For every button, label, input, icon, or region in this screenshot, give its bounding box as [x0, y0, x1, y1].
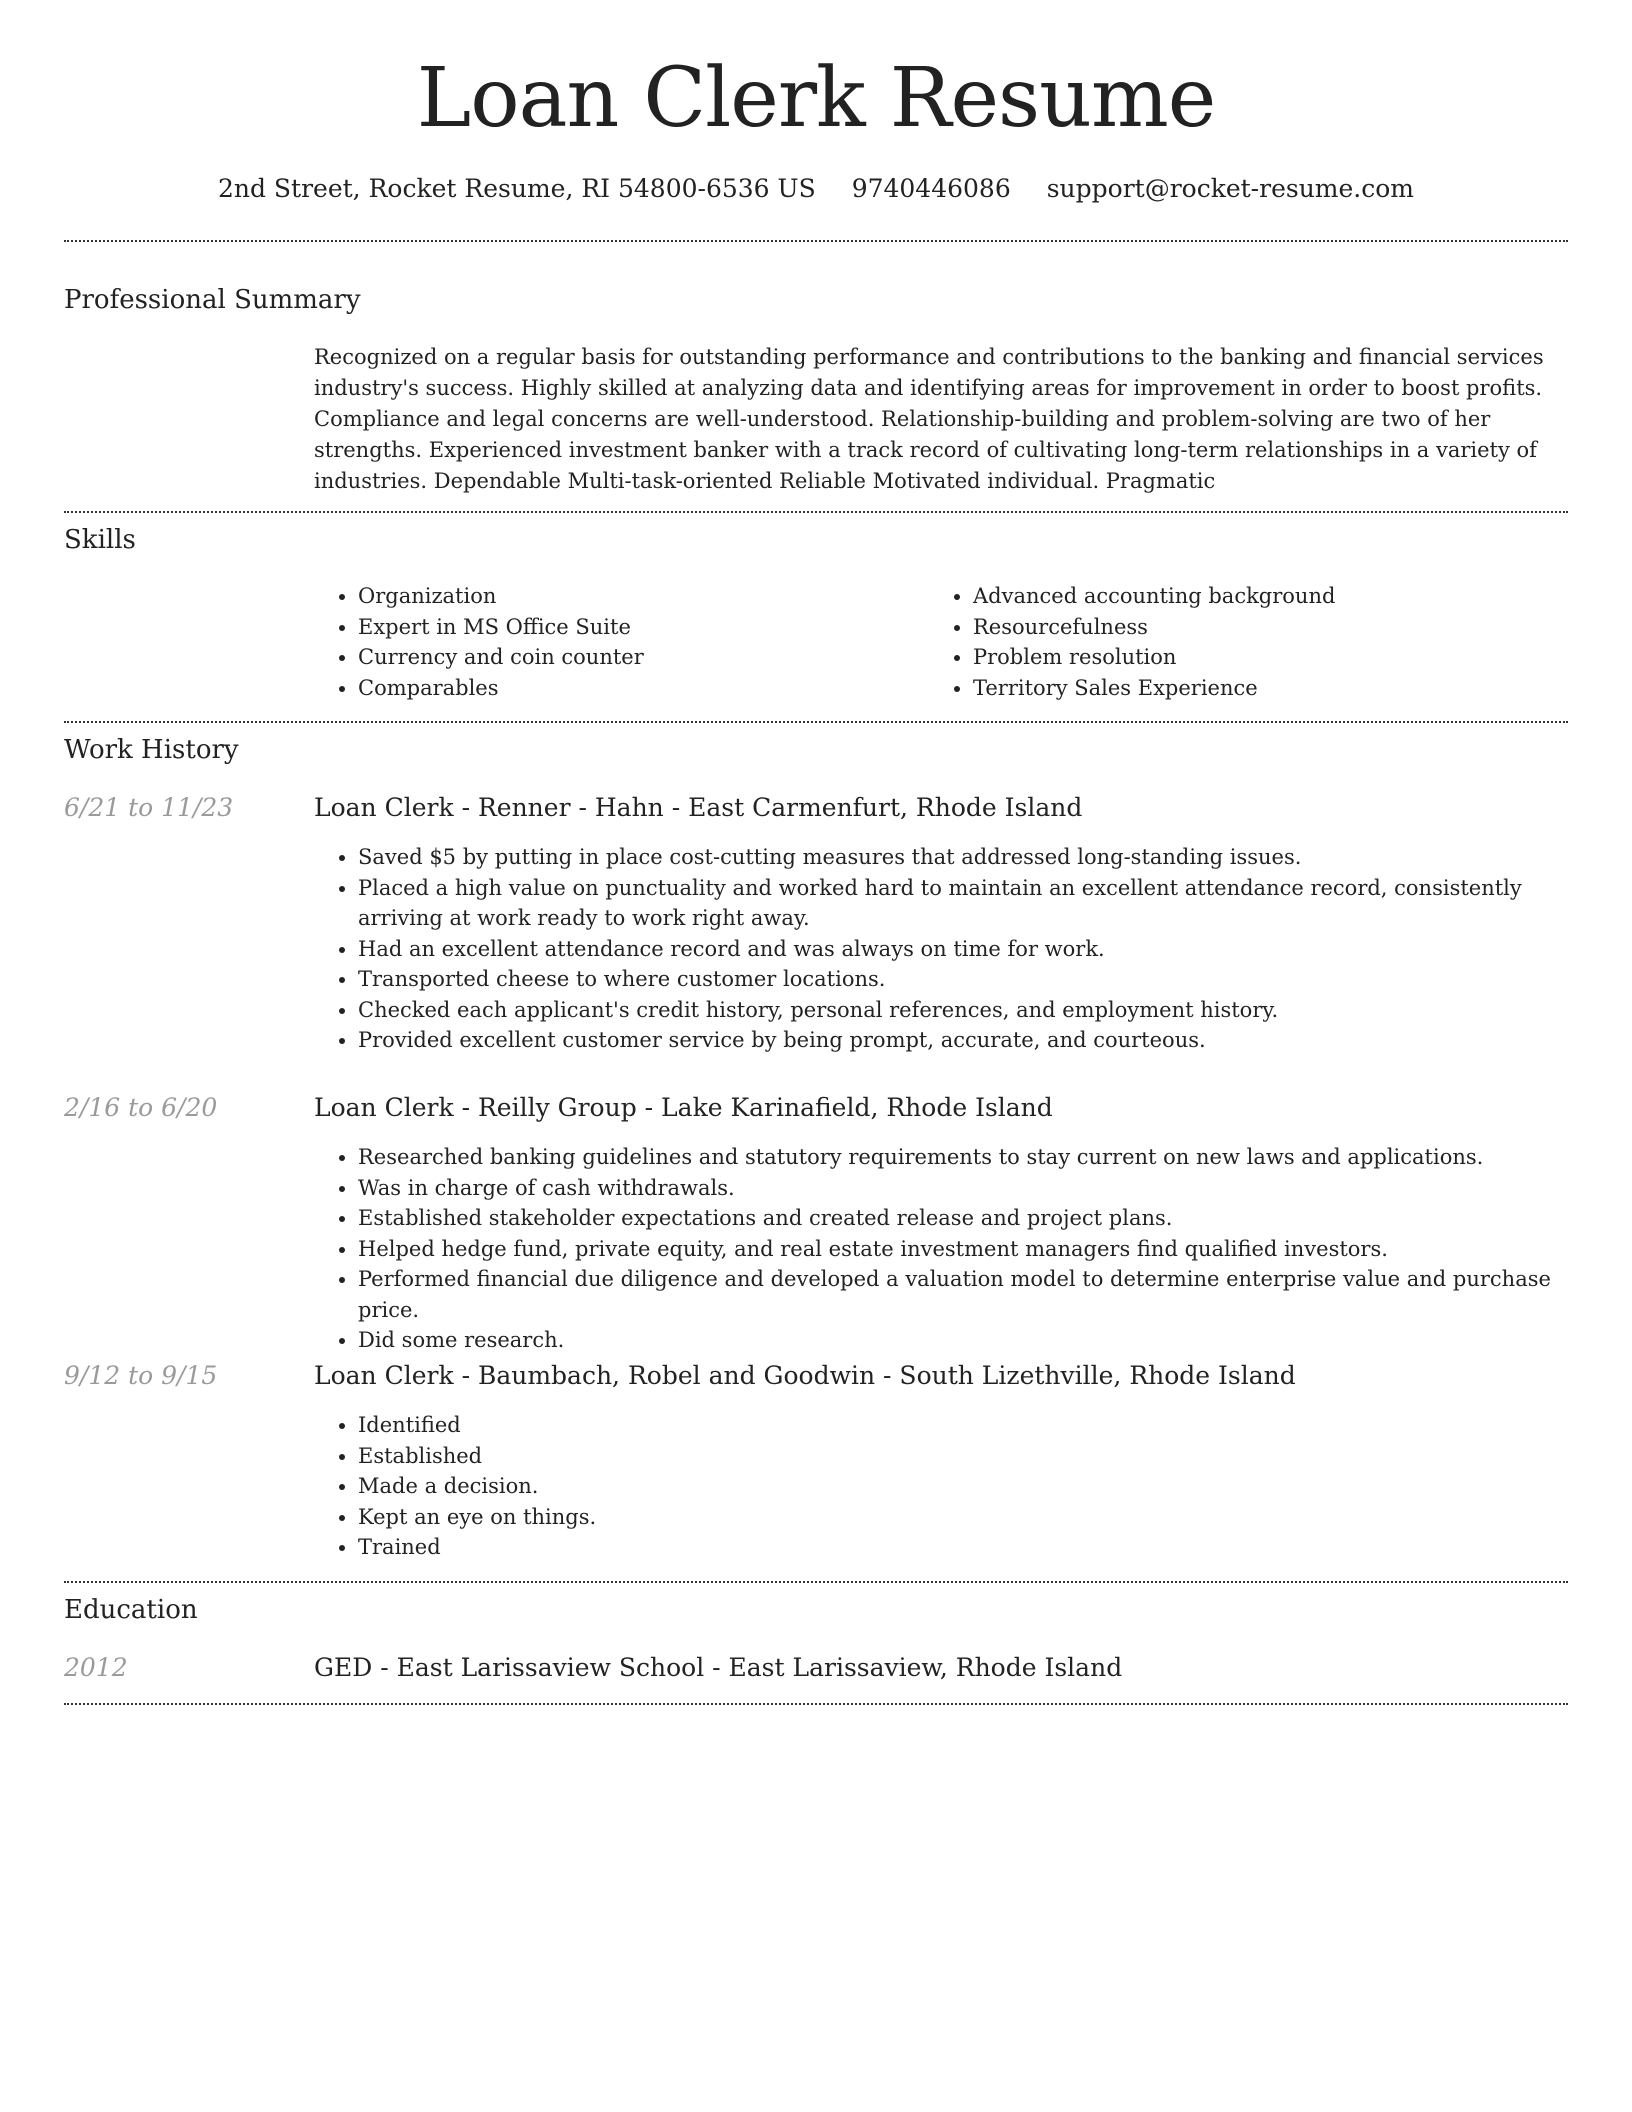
skills-list-right [929, 581, 1529, 703]
skill-item: • Territory Sales Experience [973, 673, 1529, 704]
education-heading: Education [64, 1595, 198, 1625]
job-bullet: • Trained [358, 1532, 1568, 1563]
skills-column-left [314, 581, 914, 703]
job-dates: 2/16 to 6/20 [64, 1093, 218, 1122]
job-bullet: • Established stakeholder expectations and created release and project plans. [358, 1203, 1568, 1234]
job-bullet: • Had an excellent attendance record and was always on time for work. [358, 934, 1568, 965]
summary-heading: Professional Summary [64, 285, 361, 315]
skill-item: • Currency and coin counter [358, 642, 914, 673]
work-heading: Work History [64, 735, 239, 765]
education-year: 2012 [64, 1653, 128, 1682]
job-bullet: • Provided excellent customer service by being prompt, accurate, and courteous. [358, 1025, 1568, 1056]
divider [64, 240, 1568, 242]
job-dates: 9/12 to 9/15 [64, 1361, 218, 1390]
job-bullet: • Identified [358, 1410, 1568, 1441]
divider [64, 1581, 1568, 1583]
job-bullets [314, 842, 1568, 1056]
contact-email: support@rocket-resume.com [1046, 174, 1415, 203]
divider [64, 1703, 1568, 1705]
job-title: Loan Clerk - Renner - Hahn - East Carmenfurt, Rhode Island [314, 793, 1083, 822]
education-entry: GED - East Larissaview School - East Larissaview, Rhode Island [314, 1653, 1123, 1682]
skills-list-left [314, 581, 914, 703]
resume-title: Loan Clerk Resume [416, 51, 1216, 146]
skill-item: • Organization [358, 581, 914, 612]
skills-column-right [929, 581, 1529, 703]
job-bullet: • Established [358, 1441, 1568, 1472]
job-bullet: • Transported cheese to where customer locations. [358, 964, 1568, 995]
job-title: Loan Clerk - Reilly Group - Lake Karinafield, Rhode Island [314, 1093, 1053, 1122]
divider [64, 721, 1568, 723]
job-bullet: • Was in charge of cash withdrawals. [358, 1173, 1568, 1204]
skills-heading: Skills [64, 525, 136, 555]
job-bullet: • Did some research. [358, 1325, 1568, 1356]
contact-address: 2nd Street, Rocket Resume, RI 54800-6536 US [217, 174, 816, 203]
contact-phone: 9740446086 [851, 174, 1011, 203]
skill-item: • Expert in MS Office Suite [358, 612, 914, 643]
job-bullet: • Performed financial due diligence and developed a valuation model to determine enterprise value and purchase price. [358, 1264, 1568, 1325]
skill-item: • Comparables [358, 673, 914, 704]
job-bullet: • Saved $5 by putting in place cost-cutting measures that addressed long-standing issues. [358, 842, 1568, 873]
job-bullet: • Made a decision. [358, 1471, 1568, 1502]
job-bullet: • Checked each applicant's credit history, personal references, and employment history. [358, 995, 1568, 1026]
job-dates: 6/21 to 11/23 [64, 793, 234, 822]
skill-item: • Advanced accounting background [973, 581, 1529, 612]
skill-item: • Resourcefulness [973, 612, 1529, 643]
job-bullets [314, 1142, 1568, 1356]
summary-text: Recognized on a regular basis for outstanding performance and contributions to the banking and financial services industry's success. Highly skilled at analyzing data and identifying areas for improvement in order to boost profits. Compliance and legal concerns are well-understood. Relationship-building and problem-solving are two of her strengths. Experienced investment banker with a track record of cultivating long-term relationships in a variety of industries. Dependable Multi-task-oriented Reliable Motivated individual. Pragmatic [314, 345, 1544, 493]
job-bullet: • Researched banking guidelines and statutory requirements to stay current on new laws and applications. [358, 1142, 1568, 1173]
skill-item: • Problem resolution [973, 642, 1529, 673]
job-bullet: • Kept an eye on things. [358, 1502, 1568, 1533]
contact-line [0, 172, 1632, 206]
job-bullet: • Placed a high value on punctuality and worked hard to maintain an excellent attendance record, consistently arriving at work ready to work right away. [358, 873, 1568, 934]
divider [64, 511, 1568, 513]
job-bullet: • Helped hedge fund, private equity, and real estate investment managers find qualified investors. [358, 1234, 1568, 1265]
job-bullets [314, 1410, 1568, 1563]
job-title: Loan Clerk - Baumbach, Robel and Goodwin - South Lizethville, Rhode Island [314, 1361, 1296, 1390]
